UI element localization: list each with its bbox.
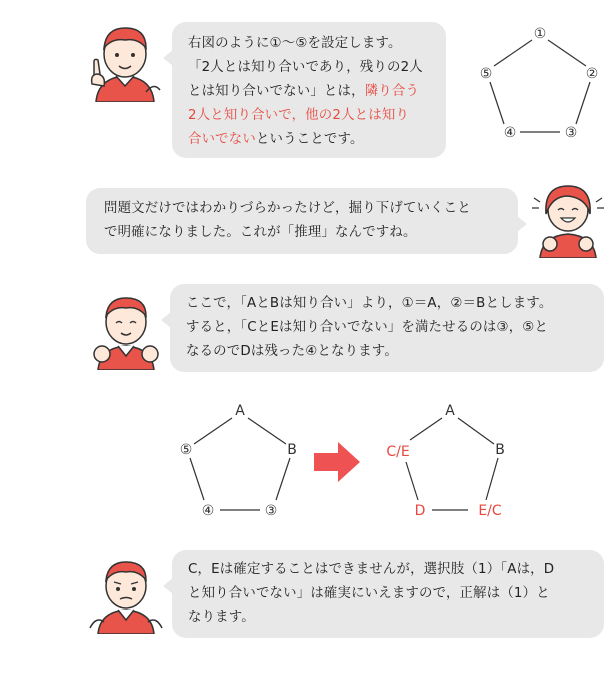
- avatar-boy-fists: [88, 290, 164, 370]
- after-vertex-bottom-left: D: [414, 503, 426, 519]
- bubble-4-line-2: と知り合いでない」は確実にいえますので，正解は（1）と: [188, 586, 550, 601]
- bubble-3-line-2: すると，「CとEは知り合いでない」を満たせるのは③，⑤と: [186, 320, 549, 335]
- bubble-1-line-3-text: とは知り合いでない」とは，: [188, 84, 365, 99]
- pentagon-diagram-after: [378, 400, 528, 524]
- bubble-2-line-1: 問題文だけではわかりづらかったけど，掘り下げていくこと: [104, 201, 471, 216]
- avatar-girl: [530, 178, 606, 258]
- edge-1-5: [494, 40, 532, 66]
- dialog-bubble-4: [172, 550, 604, 638]
- bubble-1-line-2: 「2人とは知り合いであり，残りの2人: [188, 60, 423, 75]
- bubble-4-line-1: C，Eは確定することはできませんが，選択肢（1）「Aは，D: [188, 562, 555, 577]
- pentagon-diagram-before: [172, 400, 306, 524]
- before-vertex-left: ⑤: [179, 442, 193, 458]
- edge-1-2: [548, 40, 586, 66]
- bubble-1-line-4-highlight: 2人と知り合いで，他の2人とは知り: [188, 108, 410, 123]
- dialog-bubble-3: [170, 284, 604, 372]
- vertex-label-right: ②: [585, 66, 599, 82]
- bubble-1-line-5-highlight: 合いでない: [188, 132, 256, 147]
- before-vertex-top: A: [235, 403, 245, 419]
- dialog-bubble-1: [172, 22, 446, 158]
- before-vertex-bottom-left: ④: [201, 503, 215, 519]
- vertex-label-bottom-right: ③: [564, 125, 578, 141]
- pentagon-diagram-numbers: [470, 20, 610, 146]
- after-vertex-bottom-right: E/C: [478, 503, 502, 519]
- bubble-3-line-1: ここで，「AとBは知り合い」より，①＝A，②＝Bとします。: [186, 296, 553, 311]
- bubble-1-line-3-highlight: 隣り合う: [364, 84, 420, 99]
- vertex-label-top: ①: [533, 26, 547, 42]
- avatar-boy-worried: [86, 552, 166, 634]
- before-vertex-bottom-right: ③: [264, 503, 278, 519]
- bubble-1-line-5: [188, 128, 430, 152]
- avatar-boy-pointing: [86, 18, 164, 102]
- vertex-label-bottom-left: ④: [503, 125, 517, 141]
- bubble-1-line-1: 右図のように①〜⑤を設定します。: [188, 36, 402, 51]
- bubble-4-line-3: なります。: [188, 610, 255, 625]
- vertex-label-left: ⑤: [479, 66, 493, 82]
- bubble-2-line-2: で明確になりました。これが「推理」なんですね。: [104, 225, 417, 240]
- bubble-1-line-3: [188, 80, 430, 104]
- after-vertex-right: B: [495, 442, 505, 458]
- before-vertex-right: B: [287, 442, 297, 458]
- bubble-1-line-5-text: ということです。: [255, 132, 364, 147]
- edge-2-3: [576, 82, 590, 124]
- bubble-3-line-3: なるのでDは残った④となります。: [186, 344, 398, 359]
- dialog-bubble-2: [86, 188, 518, 254]
- after-vertex-left: C/E: [386, 444, 410, 460]
- arrow-right-icon: [314, 442, 360, 482]
- after-vertex-top: A: [445, 403, 455, 419]
- edge-5-4: [490, 82, 504, 124]
